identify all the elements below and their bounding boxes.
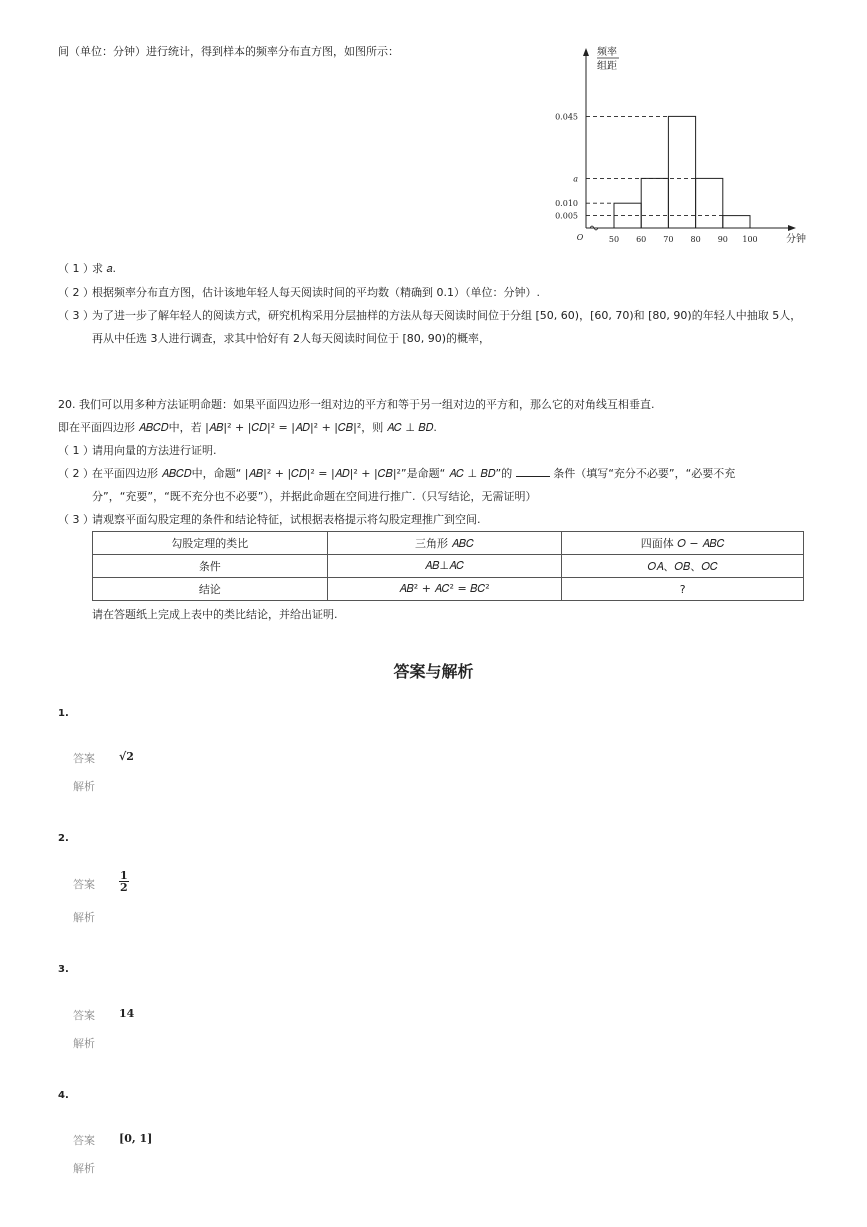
y-axis-arrow <box>583 48 589 56</box>
x-tick-label: 70 <box>663 235 674 244</box>
table-cell: ? <box>562 578 804 601</box>
table-row <box>93 578 804 601</box>
q19-part3: （ 3 ）为了进一步了解年轻人的阅读方式，研究机构采用分层抽样的方法从每天阅读时间位于分组 [50, 60)，[60, 70)和 [80, 90)的年轻人中抽取 5人， <box>58 309 802 322</box>
q20-part2: （ 2 ）在平面四边形 𝐴𝐵𝐶𝐷中，命题“ |𝐴𝐵|² + |𝐶𝐷|² = |𝐴𝐷|² + |𝐶𝐵|²”是命题“ 𝐴𝐶 ⊥ 𝐵𝐷”的 条件（填写“充分不必要”，“必要不充 <box>58 467 736 480</box>
answer-number: 1. <box>58 708 69 719</box>
x-tick-label: 50 <box>608 235 620 244</box>
analysis-label: 解析 <box>73 1037 95 1050</box>
answer-value: 14 <box>119 1007 135 1020</box>
table-row <box>93 532 804 555</box>
answer-label: 答案 <box>73 878 95 891</box>
fraction: $\frac{1}{2}$ <box>120 869 128 894</box>
answer-value <box>119 870 129 893</box>
histogram-bar <box>696 178 723 228</box>
q20-part3: （ 3 ）请观察平面勾股定理的条件和结论特征，试根据表格提示将勾股定理推广到空间. <box>58 513 481 526</box>
answer-label: 答案 <box>73 1134 95 1147</box>
table-row <box>93 555 804 578</box>
q19-part3-cont: 再从中任选 3人进行调查，求其中恰好有 2人每天阅读时间位于 [80, 90)的概率， <box>92 332 491 345</box>
q19-intro: 间（单位：分钟）进行统计，得到样本的频率分布直方图，如图所示： <box>58 45 399 58</box>
q19-part1: （ 1 ）求 𝑎. <box>58 262 116 275</box>
answer-number: 3. <box>58 964 69 975</box>
table-cell: 结论 <box>93 578 328 601</box>
x-tick-label: 60 <box>636 235 647 244</box>
analysis-label: 解析 <box>73 1162 95 1175</box>
q19-part2: （ 2 ）根据频率分布直方图，估计该地年轻人每天阅读时间的平均数（精确到 0.1）（单位：分钟）. <box>58 286 540 299</box>
q20-note: 请在答题纸上完成上表中的类比结论，并给出证明. <box>92 608 338 621</box>
y-tick-label: a <box>573 174 578 184</box>
frequency-histogram <box>548 42 810 252</box>
y-axis-label-denominator: 组距 <box>597 61 617 72</box>
q20-part1: （ 1 ）请用向量的方法进行证明. <box>58 444 217 457</box>
table-cell: 𝑂𝐴、𝑂𝐵、𝑂𝐶 <box>562 555 804 578</box>
y-tick-label: 0.045 <box>555 112 578 122</box>
answer-number: 4. <box>58 1090 69 1101</box>
answer-number: 2. <box>58 833 69 844</box>
table-cell: 𝐴𝐵² + 𝐴𝐶² = 𝐵𝐶² <box>327 578 562 601</box>
q20-part2-cont: 分”，“充要”，“既不充分也不必要”），并据此命题在空间进行推广.（只写结论，无需证明） <box>92 490 537 503</box>
q20-title: 20. 我们可以用多种方法证明命题：如果平面四边形一组对边的平方和等于另一组对边的平方和，那么它的对角线互相垂直. <box>58 398 655 411</box>
answer-value: [0, 1] <box>119 1132 153 1145</box>
answer-value: √2 <box>119 750 134 763</box>
pythagoras-analogy-table <box>92 531 804 601</box>
histogram-bar <box>668 116 695 228</box>
table-cell: 四面体 𝑂 − 𝐴𝐵𝐶 <box>562 532 804 555</box>
y-tick-label: 0.010 <box>555 199 578 209</box>
histogram-bar <box>641 178 668 228</box>
y-tick-label: 0.005 <box>555 211 578 221</box>
table-cell: 条件 <box>93 555 328 578</box>
answers-title: 答案与解析 <box>393 662 474 681</box>
table-cell: 三角形 𝐴𝐵𝐶 <box>327 532 562 555</box>
answer-label: 答案 <box>73 752 95 765</box>
analysis-label: 解析 <box>73 911 95 924</box>
table-cell: 𝐴𝐵⊥𝐴𝐶 <box>327 555 562 578</box>
x-axis-label: 分钟 <box>786 234 806 245</box>
y-axis-label-numerator: 频率 <box>597 47 617 58</box>
analysis-label: 解析 <box>73 780 95 793</box>
answer-label: 答案 <box>73 1009 95 1022</box>
origin-label: O <box>576 233 584 242</box>
x-tick-label: 100 <box>742 235 758 244</box>
x-tick-label: 80 <box>690 235 701 244</box>
table-cell: 勾股定理的类比 <box>93 532 328 555</box>
histogram-bar <box>723 216 750 228</box>
q20-statement: 即在平面四边形 𝐴𝐵𝐶𝐷中，若 |𝐴𝐵|² + |𝐶𝐷|² = |𝐴𝐷|² + |𝐶𝐵|²，则 𝐴𝐶 ⊥ 𝐵𝐷. <box>58 421 437 434</box>
x-axis-arrow <box>788 225 796 231</box>
answer-blank[interactable] <box>516 466 550 477</box>
x-tick-label: 90 <box>717 235 728 244</box>
